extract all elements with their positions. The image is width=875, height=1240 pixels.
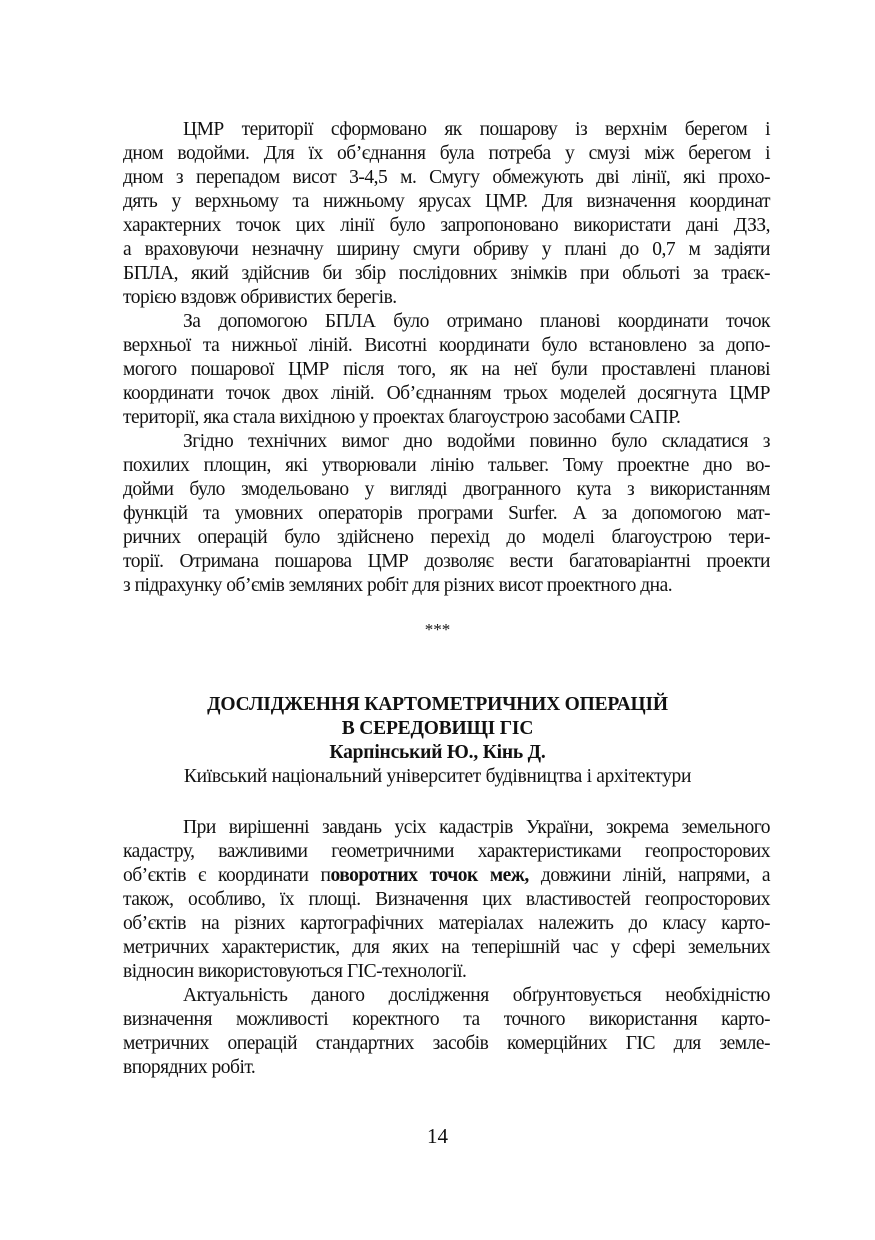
text-line: торії. Отримана пошарова ЦМР дозволяє вести багатоваріантні проекти bbox=[123, 551, 770, 572]
affiliation: Київський національний університет будівництва і архітектури bbox=[183, 766, 692, 787]
text-line: Актуальність даного дослідження обґрунтовується необхідністю bbox=[183, 985, 770, 1006]
text-line: При вирішенні завдань усіх кадастрів України, зокрема земельного bbox=[183, 817, 770, 838]
text-line: могого пошарової ЦМР після того, як на неї були проставлені планові bbox=[123, 359, 770, 380]
text-line: впорядних робіт. bbox=[123, 1057, 256, 1078]
text-line: дять у верхньому та нижньому ярусах ЦМР. Для визначення координат bbox=[123, 191, 770, 212]
text-line: території, яка стала вихідною у проектах благоустрою засобами САПР. bbox=[123, 407, 681, 428]
page-number: 14 bbox=[427, 1124, 448, 1148]
text-line: торією вздовж обривистих берегів. bbox=[123, 287, 397, 308]
article-title-line-1: ДОСЛІДЖЕННЯ КАРТОМЕТРИЧНИХ ОПЕРАЦІЙ bbox=[207, 694, 668, 715]
text-line: з підрахунку об’ємів земляних робіт для різних висот проектного дна. bbox=[123, 575, 673, 596]
text-line: характерних точок цих лінії було запропоновано використати дані ДЗЗ, bbox=[123, 215, 770, 236]
paragraph-3 bbox=[123, 430, 770, 598]
text-line: БПЛА, який здійснив би збір послідовних знімків при обльоті за траєк- bbox=[123, 263, 770, 284]
text-line: ЦМР території сформовано як пошарову із верхнім берегом і bbox=[183, 119, 770, 140]
separator: *** bbox=[424, 620, 451, 639]
text-line: дном водойми. Для їх об’єднання була потреба у смузі між берегом і bbox=[123, 143, 770, 164]
text-line: метричних характеристик, для яких на теперішній час у сфері земельних bbox=[123, 937, 770, 958]
paragraph-2 bbox=[123, 310, 770, 430]
article-paragraph-2 bbox=[123, 984, 770, 1080]
text-line: кадастру, важливими геометричними характеристиками геопросторових bbox=[123, 841, 770, 862]
text: довжини ліній, напрями, а bbox=[528, 865, 770, 886]
text-line: верхньої та нижньої ліній. Висотні координати було встановлено за допо- bbox=[123, 335, 770, 356]
text-line: також, особливо, їх площі. Визначення цих властивостей геопросторових bbox=[123, 889, 770, 910]
text-line: функцій та умовних операторів програми Surfer. А за допомогою мат- bbox=[123, 503, 770, 524]
text-line: За допомогою БПЛА було отримано планові координати точок bbox=[183, 311, 770, 332]
text-line: метричних операцій стандартних засобів комерційних ГІС для земле- bbox=[123, 1033, 770, 1054]
text-line: Згідно технічних вимог дно водойми повинно було складатися з bbox=[183, 431, 770, 452]
article-title-line-2: В СЕРЕДОВИЩІ ГІС bbox=[341, 718, 534, 739]
bold-text: оворотних точок меж, bbox=[330, 865, 529, 886]
paragraph-1 bbox=[123, 118, 770, 310]
text-line bbox=[123, 864, 770, 888]
text-line: дном з перепадом висот 3-4,5 м. Смугу обмежують дві лінії, які прохо- bbox=[123, 167, 770, 188]
text-line: ричних операцій було здійснено перехід до моделі благоустрою тери- bbox=[123, 527, 770, 548]
text-line: а враховуючи незначну ширину смуги обриву у плані до 0,7 м задіяти bbox=[123, 239, 770, 260]
text-line: координати точок двох ліній. Об’єднанням трьох моделей досягнута ЦМР bbox=[123, 383, 770, 404]
text-line: похилих площин, які утворювали лінію тальвег. Тому проектне дно во- bbox=[123, 455, 770, 476]
text-line: об’єктів на різних картографічних матеріалах належить до класу карто- bbox=[123, 913, 770, 934]
text-line: дойми було змодельовано у вигляді двогранного кута з використанням bbox=[123, 479, 770, 500]
text-line: визначення можливості коректного та точного використання карто- bbox=[123, 1009, 770, 1030]
article-paragraph-1 bbox=[123, 816, 770, 984]
text-line: відносин використовуються ГІС-технології. bbox=[123, 961, 467, 982]
text: об’єктів є координати п bbox=[123, 865, 331, 886]
authors: Карпінський Ю., Кінь Д. bbox=[329, 742, 546, 763]
